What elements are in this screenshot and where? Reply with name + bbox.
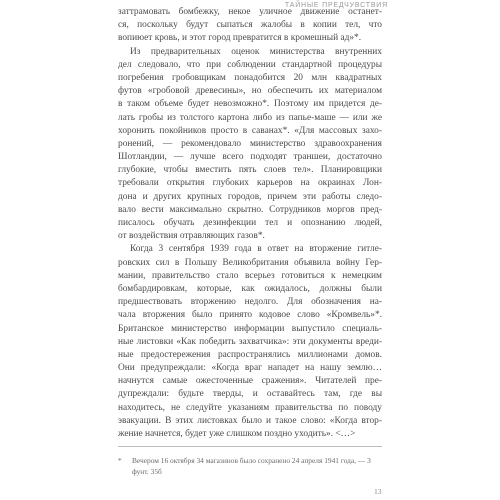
text-line: лать гробы из толстого картона либо из папье-маше — или же <box>118 112 382 123</box>
text-line: Когда 3 сентября 1939 года в ответ на вторжение гитле- <box>130 244 382 255</box>
text-line: Из предварительных оценок министерства внутренних <box>130 46 382 57</box>
text-line: ровских сил в Польшу Великобритания объявила войну Гер- <box>118 257 382 268</box>
footnote-mark: * <box>118 456 122 465</box>
text-line: требовали открытия глубоких карьеров на окраинах Лон- <box>118 178 382 189</box>
text-line: ронений, — рекомендовало министерство здравоохранения <box>118 138 382 149</box>
text-line: бомбардировкам, которые, как ожидалось, должны были <box>118 283 382 294</box>
body-text <box>118 6 382 441</box>
text-line: Британское министерство информации выпустило специаль- <box>118 323 382 334</box>
running-head: ТАЙНЫЕ ПРЕДЧУВСТВИЯ <box>284 2 388 9</box>
text-line: чала вторжения было принято кодовое слово «Кромвель»*. <box>118 310 382 321</box>
page-number: 13 <box>374 487 382 496</box>
footnote <box>118 456 382 477</box>
text-line: ся, поскольку будут сыпаться жалобы в копии тел, что <box>118 20 382 31</box>
text-line: вало вести максимально скрытно. Сотрудников моргов пред- <box>118 204 382 215</box>
text-line: от воздействия отравляющих газов*. <box>118 231 265 242</box>
text-line: заттрамовать бомбежку, некое уличное движение останет- <box>118 7 382 17</box>
text-line: погребения гробовщикам понадобится 20 млн квадратных <box>118 72 382 83</box>
text-line: ные предостережения распространялись миллионами домов. <box>118 349 382 360</box>
text-line: эвакуации. В этих листовках было и такое слово: «Когда втор- <box>118 415 382 426</box>
text-line: дел следовало, что при соблюдении стандартной процедуры <box>118 59 382 70</box>
text-line: хоронить покойников просто в саванах*. «Для массовых захо- <box>118 125 382 136</box>
text-line: дупреждали: будьте тверды, и оставайтесь там, где вы <box>118 389 382 400</box>
text-line: вопиюет кровь, и этот город превратится в кромешный ад»*. <box>118 33 362 44</box>
text-line: Шотландии, — лучше всего подходят траншеи, достаточно <box>118 152 382 163</box>
text-line: начнутся самые ожесточенные сражения». Читателей пре- <box>118 376 382 387</box>
text-line: глубокие, чтобы вместить пять слоев тел». Планировщики <box>118 165 382 176</box>
text-line: писалось обучать дезинфекции тел и опознанию людей, <box>118 218 382 228</box>
text-line: жение начнется, будет уже слишком поздно уходить». <…> <box>118 429 356 439</box>
text-line: предшествовать вторжению недолго. Для обозначения на- <box>118 297 382 308</box>
text-line: Они предупреждали: «Когда враг нападет на нашу землю… <box>118 363 382 374</box>
text-line: футов «гробовой древесины», но обеспечить их материалом <box>118 86 382 97</box>
text-line: мании, правительство стало всерьез готовиться к немецким <box>118 270 382 281</box>
footnote-divider <box>118 446 382 447</box>
text-line: дона и других крупных городов, причем эти работы следо- <box>118 191 382 202</box>
text-line: в таком объеме будет невозможно*. Поэтому им придется де- <box>118 99 382 110</box>
footnote-text: Вечером 16 октября 34 магазинов было сохранено 24 апреля 1941 года, — 3 фунт. 35б <box>132 456 371 476</box>
text-line: находитесь, не следуйте указаниям правительства по поводу <box>118 402 382 413</box>
text-line: ные листовки «Как победить захватчика»: эти документы вреди- <box>118 336 382 347</box>
